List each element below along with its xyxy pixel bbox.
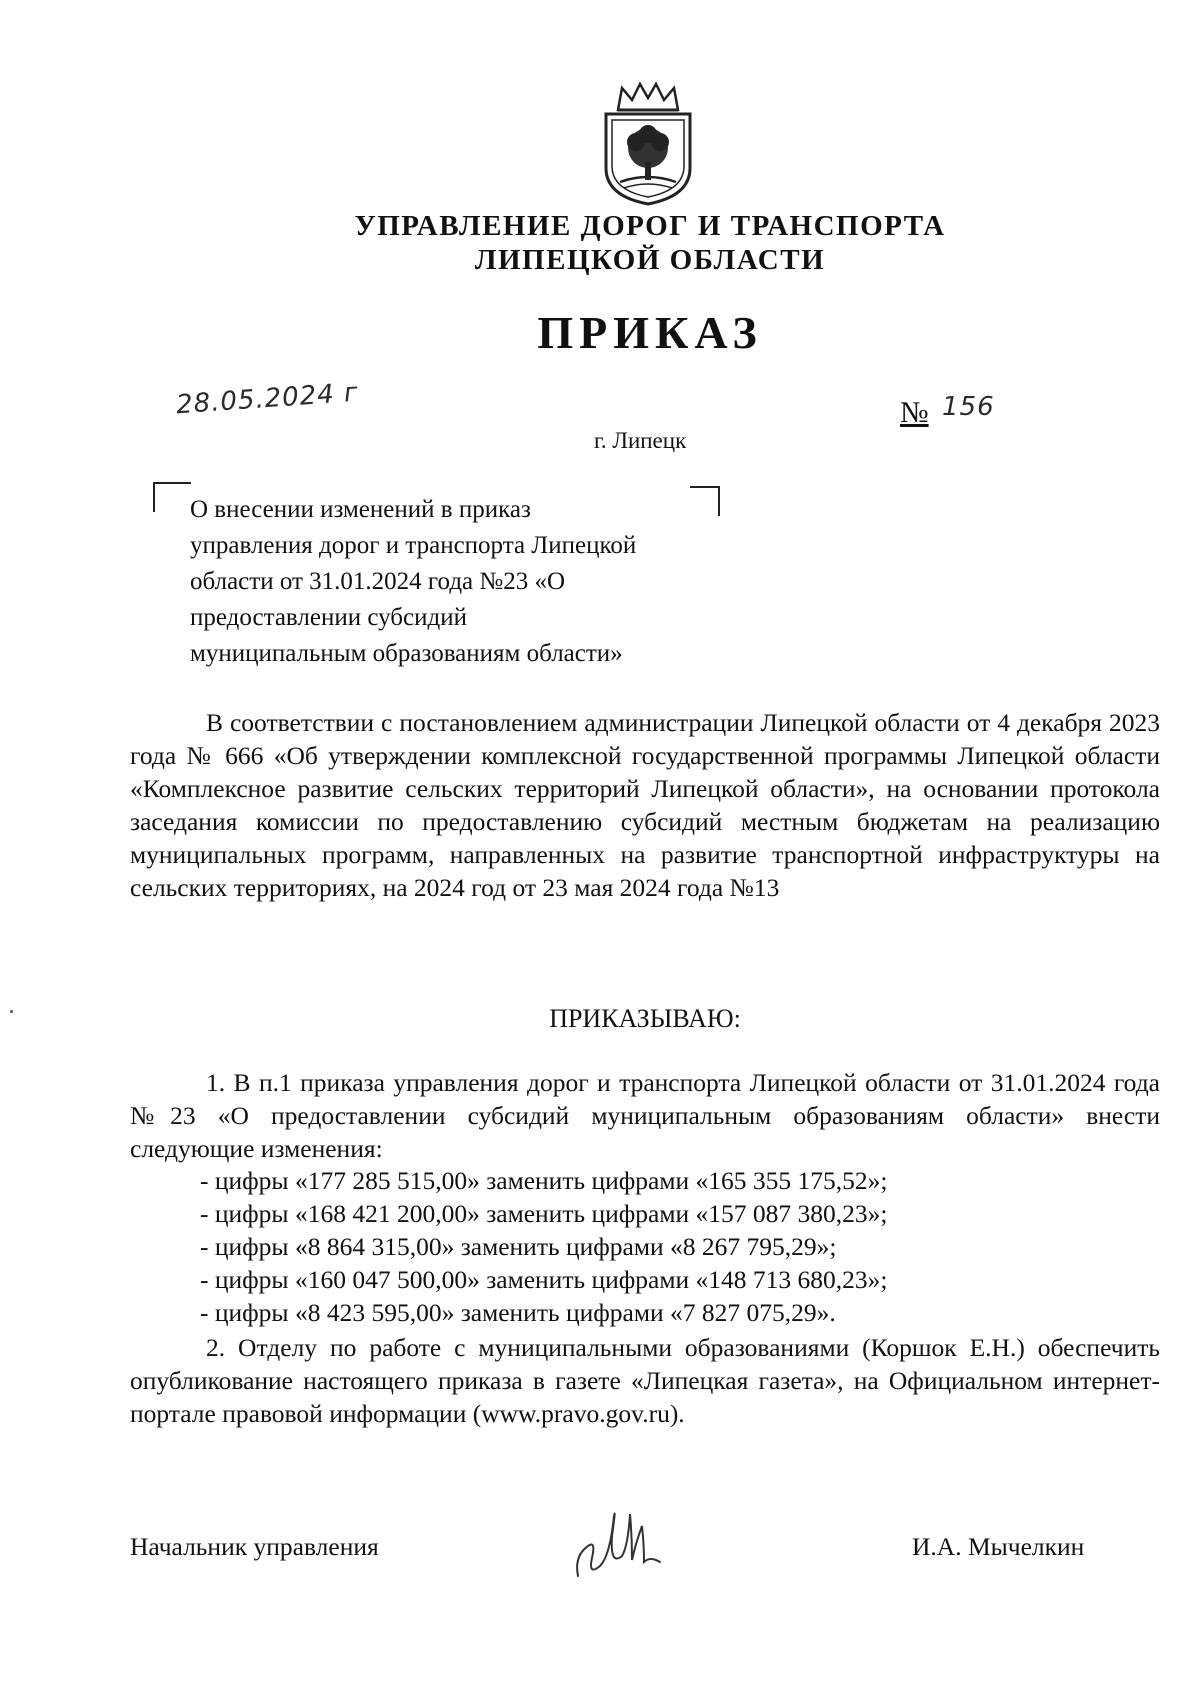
change-item: - цифры «8 423 595,00» заменить цифрами «7 827 075,29».: [200, 1298, 836, 1327]
change-item: - цифры «177 285 515,00» заменить цифрами «165 355 175,52»;: [200, 1166, 888, 1195]
handwritten-date: 28.05.2024 г: [175, 377, 360, 421]
org-title-line1: УПРАВЛЕНИЕ ДОРОГ И ТРАНСПОРТА: [354, 210, 946, 242]
org-title-line2: ЛИПЕЦКОЙ ОБЛАСТИ: [474, 244, 826, 276]
subject-bracket-left: [153, 482, 191, 512]
order-item-2: 2. Отделу по работе с муниципальными образованиями (Коршок Е.Н.) обеспечить опубликование настоящего приказа в газете «Липецкая газета», на Официальном интернет-портале правовой информации (www.pravo.gov.ru).: [130, 1333, 1160, 1428]
subject-line: управления дорог и транспорта Липецкой: [190, 532, 637, 559]
signatory-name: И.А. Мычелкин: [912, 1532, 1085, 1561]
order-item-1: 1. В п.1 приказа управления дорог и транспорта Липецкой области от 31.01.2024 года №23 «О предоставлении субсидий муниципальным образованиям области» внести следующие изменения:: [130, 1068, 1160, 1163]
subject-line: О внесении изменений в приказ: [190, 496, 531, 523]
subject-line: области от 31.01.2024 года №23 «О: [190, 568, 566, 595]
signatory-role: Начальник управления: [130, 1532, 379, 1561]
document-type-title: ПРИКАЗ: [537, 307, 763, 358]
handwritten-signature: [570, 1496, 680, 1586]
coat-of-arms-emblem: [596, 80, 700, 208]
preamble-paragraph: В соответствии с постановлением администрации Липецкой области от 4 декабря 2023 года № 666 «Об утверждении комплексной государственной программы Липецкой области «Комплексное развитие сельских территорий Липецкой области», на основании протокола заседания комиссии по предоставлению субсидий местным бюджетам на реализацию муниципальных программ, направленных на развитие транспортной инфраструктуры на сельских территориях, на 2024 год от 23 мая 2024 года №13: [130, 708, 1160, 902]
change-item: - цифры «8 864 315,00» заменить цифрами «8 267 795,29»;: [200, 1232, 837, 1261]
scan-speck: [10, 1010, 13, 1013]
order-number-label: №: [900, 396, 929, 429]
city: г. Липецк: [594, 428, 687, 453]
change-item: - цифры «168 421 200,00» заменить цифрами «157 087 380,23»;: [200, 1199, 888, 1228]
order-subject: [190, 492, 710, 672]
order-word: ПРИКАЗЫВАЮ:: [549, 1004, 741, 1033]
change-item: - цифры «160 047 500,00» заменить цифрами «148 713 680,23»;: [200, 1265, 888, 1294]
handwritten-order-number: 156: [942, 392, 995, 422]
subject-line: муниципальным образованиям области»: [190, 640, 623, 667]
subject-line: предоставлении субсидий: [190, 604, 467, 631]
